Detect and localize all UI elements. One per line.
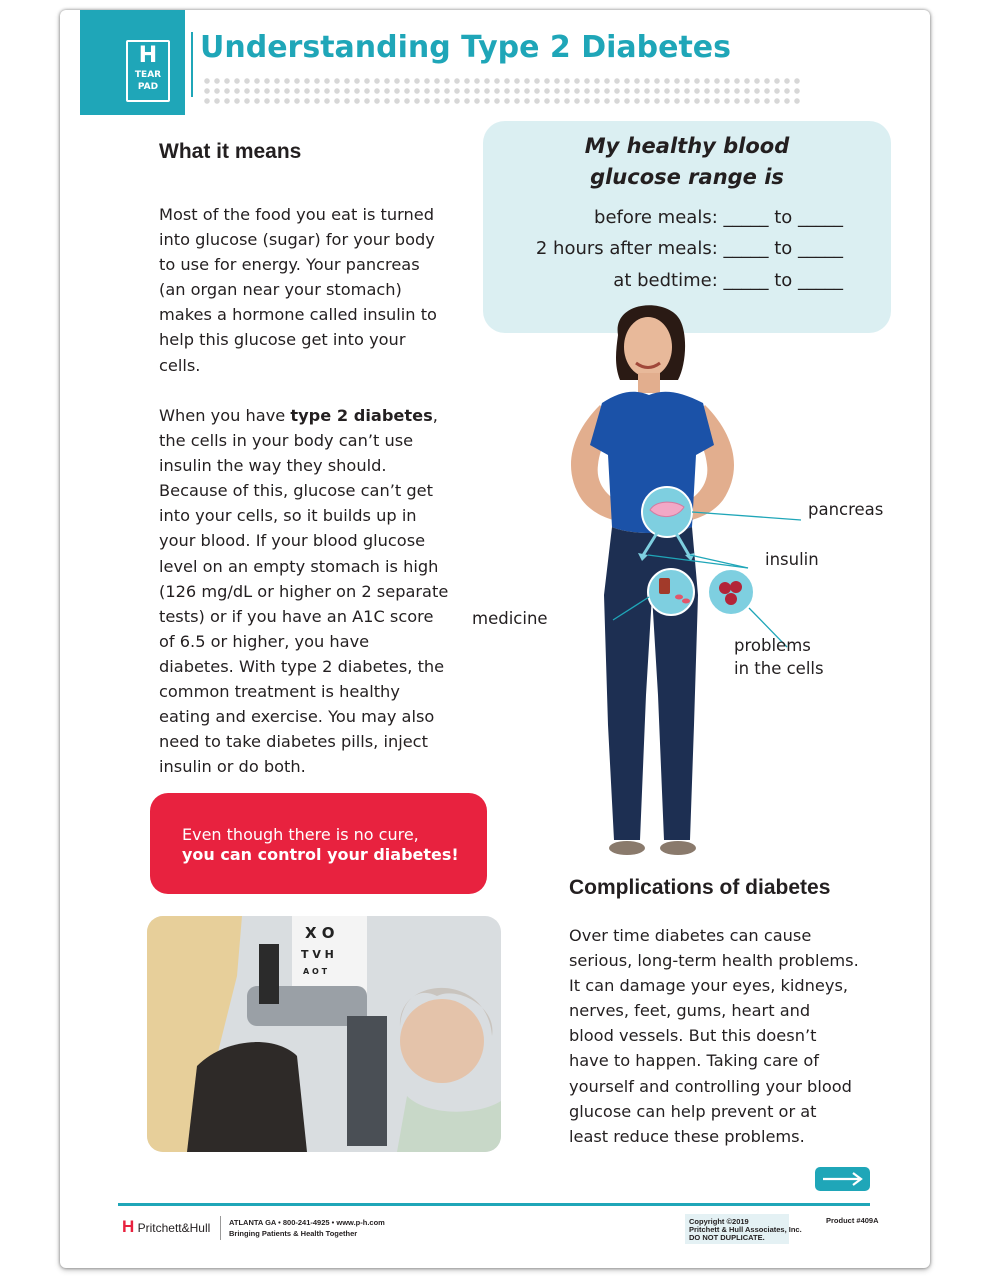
copyright-box (685, 1214, 802, 1244)
leader-pancreas (692, 512, 801, 520)
cell-icon (730, 581, 742, 593)
slit-lamp-arm (259, 944, 279, 1004)
next-page-button[interactable] (815, 1167, 870, 1191)
woman-anatomy-illustration (500, 295, 910, 875)
callout-line2: you can control your diabetes! (182, 845, 459, 864)
title-divider (191, 32, 193, 97)
label-problems-line2: in the cells (734, 659, 824, 678)
range-row-after-meals: 2 hours after meals: _____ to _____ (535, 238, 843, 259)
range-row-bedtime: at bedtime: _____ to _____ (613, 270, 843, 291)
label-problems-in-cells (734, 634, 824, 680)
patient-education-sheet (60, 10, 930, 1268)
slit-lamp-stand (347, 1016, 387, 1146)
eye-exam-photo (147, 916, 501, 1152)
label-insulin: insulin (765, 550, 819, 569)
product-number: Product #409A (826, 1216, 879, 1225)
section-heading-what-it-means: What it means (159, 140, 302, 163)
copyright-line2: Pritchett & Hull Associates, Inc. (689, 1225, 802, 1234)
paragraph-complications: Over time diabetes can cause serious, long-term health problems. It can damage your eyes, kidneys, nerves, feet, gums, heart and blood vessels. But this doesn’t have to happen. Taking care of yourself and controlling your blood glucose can help prevent or at least reduce these problems. (569, 926, 859, 1146)
logo-text-top: TEAR (134, 70, 162, 80)
para2-pre: When you have (159, 406, 291, 425)
logo-h-mark: H (122, 1217, 135, 1236)
pill-icon (675, 595, 683, 600)
brand-name: Pritchett&Hull (137, 1221, 211, 1235)
copyright-line1: Copyright ©2019 (689, 1217, 749, 1226)
tear-pad-logo-icon (80, 10, 185, 115)
left-shoe (609, 841, 645, 855)
callout-line1: Even though there is no cure, (182, 825, 419, 844)
right-shoe (660, 841, 696, 855)
cell-icon (725, 593, 737, 605)
logo-frame (126, 40, 170, 102)
logo-text-bottom: PAD (137, 82, 159, 92)
cell-icon (719, 582, 731, 594)
patient-face (400, 999, 484, 1083)
pritchett-hull-logo-icon (122, 1217, 210, 1237)
eye-chart-row-2: T V H (301, 948, 334, 961)
eye-chart-row-1: X O (305, 924, 335, 942)
range-row-before-meals: before meals: _____ to _____ (594, 207, 843, 228)
logo-h-mark: H (138, 43, 158, 68)
page-title: Understanding Type 2 Diabetes (200, 30, 732, 65)
no-cure-callout (150, 793, 487, 894)
neck (638, 373, 660, 393)
footer-tagline: Bringing Patients & Health Together (229, 1229, 358, 1238)
glucose-range-heading-line2: glucose range is (590, 165, 784, 189)
medicine-circle (648, 569, 694, 615)
decorative-dot-pattern (202, 76, 802, 108)
footer-contact: ATLANTA GA • 800-241-4925 • www.p-h.com (229, 1218, 385, 1227)
label-problems-line1: problems (734, 636, 811, 655)
footer-divider (118, 1203, 870, 1206)
glucose-range-heading-line1: My healthy blood (584, 134, 790, 158)
footer-separator (220, 1216, 221, 1240)
eye-exam-illustration (147, 916, 501, 1152)
paragraph-glucose-intro: Most of the food you eat is turned into glucose (sugar) for your body to use for energy. Your pancreas (an organ near your stomach) makes a hormone called insulin to help this glucose get into your cells. (159, 205, 437, 375)
section-heading-complications: Complications of diabetes (569, 876, 831, 899)
paragraph-type2-explanation (159, 403, 449, 779)
cells-circle (708, 569, 754, 615)
pill-icon (682, 599, 690, 604)
para2-bold-term: type 2 diabetes (290, 406, 433, 425)
label-medicine: medicine (472, 609, 548, 628)
next-arrow-icon (815, 1167, 870, 1191)
pill-bottle-icon (659, 578, 670, 594)
eye-chart-row-3: A O T (303, 967, 328, 976)
glucose-range-heading (483, 131, 891, 193)
para2-post: , the cells in your body can’t use insulin the way they should. Because of this, glucose can’t get into your cells, so it builds up in your blood. If your blood glucose level on an empty stomach is high (126 mg/dL or higher on 2 separate tests) or if you have an A1C score of 6.5 or higher, you have diabetes. With type 2 diabetes, the common treatment is healthy eating and exercise. You may also need to take diabetes pills, inject insulin or do both. (159, 406, 449, 777)
copyright-line3: DO NOT DUPLICATE. (689, 1233, 765, 1242)
label-pancreas: pancreas (808, 500, 884, 519)
